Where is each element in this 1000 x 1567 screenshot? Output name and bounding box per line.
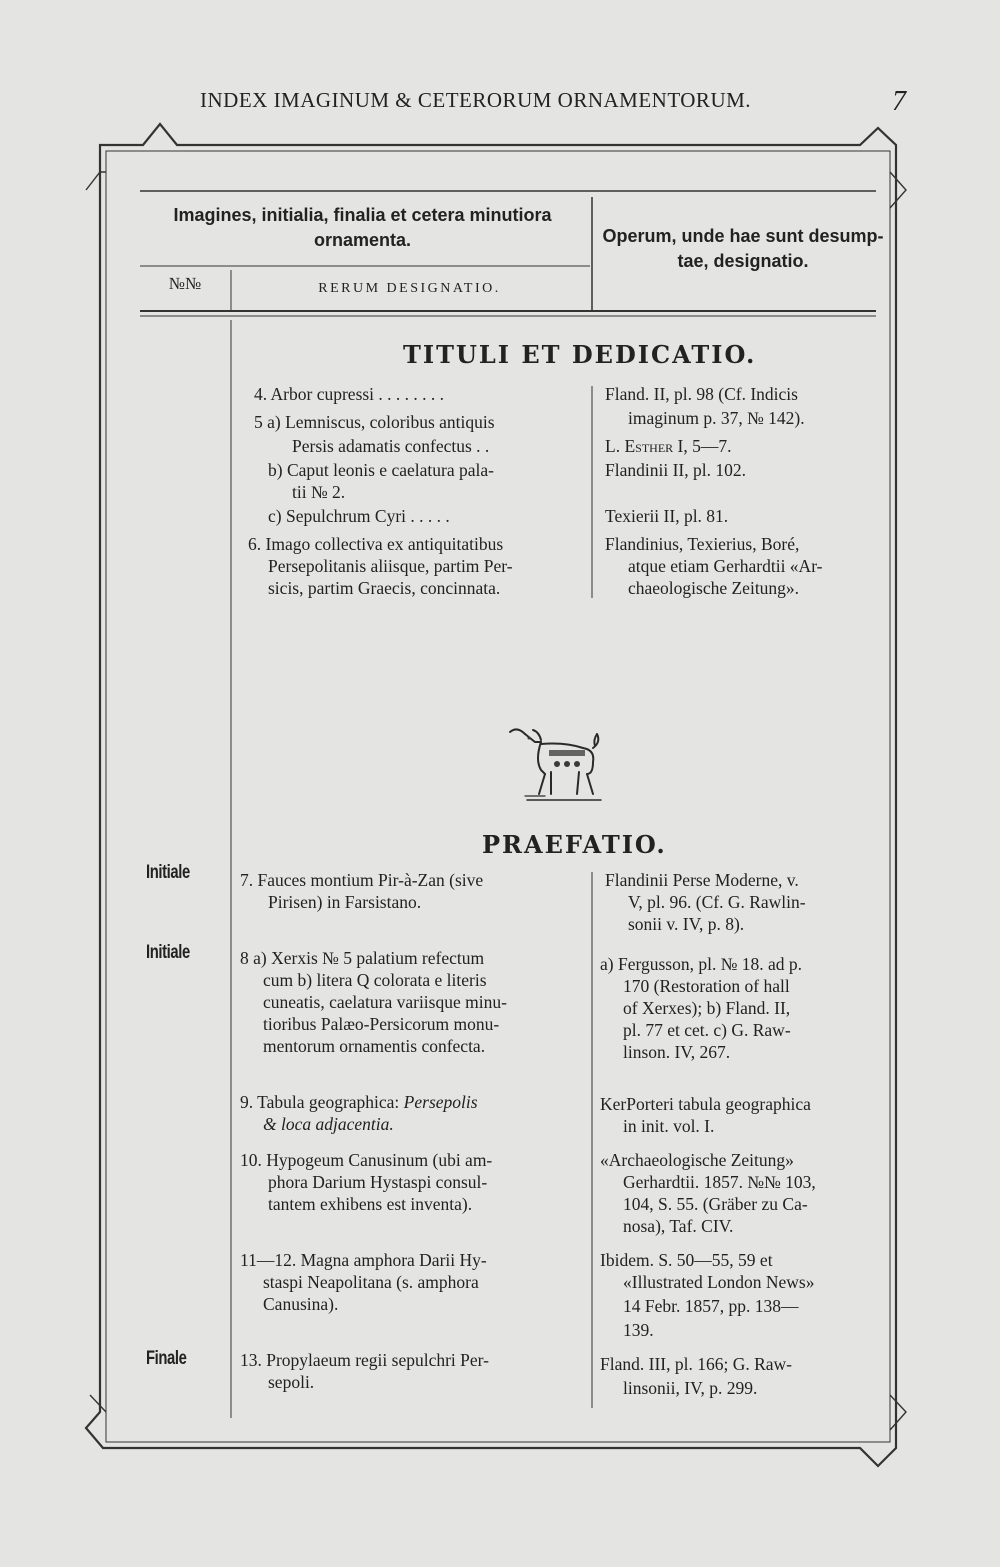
entry-5b-text-cont: tii № 2. xyxy=(292,482,346,502)
entry-9-italic: Persepolis xyxy=(403,1092,478,1112)
entry-8-text-cont4: mentorum ornamentis confecta. xyxy=(263,1036,486,1056)
source-9: KerPorteri tabula geographica xyxy=(600,1094,811,1114)
entry-11-text-cont2: Canusina). xyxy=(263,1294,339,1314)
source-5a-prefix: L. xyxy=(605,436,625,456)
source-7-cont2: sonii v. IV, p. 8). xyxy=(628,914,745,934)
source-10-cont3: nosa), Taf. CIV. xyxy=(623,1216,734,1236)
column-header-images-line1: Imagines, initialia, finalia et cetera minutiora xyxy=(173,205,552,225)
entry-13-text-cont: sepoli. xyxy=(268,1372,315,1392)
entry-11-text-cont1: staspi Neapolitana (s. amphora xyxy=(263,1272,479,1292)
source-11-cont3: 139. xyxy=(623,1320,654,1340)
entry-4-text: 4. Arbor cupressi . . . . . . . . xyxy=(254,384,445,404)
source-10-cont1: Gerhardtii. 1857. №№ 103, xyxy=(623,1172,816,1192)
source-6-cont2: chaeologische Zeitung». xyxy=(628,578,800,598)
entry-9-text-cont: & loca adjacentia. xyxy=(263,1114,394,1134)
entry-5b-text: b) Caput leonis e caelatura pala- xyxy=(268,460,494,480)
column-header-sources-line2: tae, designatio. xyxy=(677,251,809,271)
entry-8-text-cont2: cuneatis, caelatura variisque minu- xyxy=(263,992,507,1012)
source-11-cont1: «Illustrated London News» xyxy=(623,1272,815,1292)
source-5a-ref: I, 5—7. xyxy=(673,436,732,456)
source-5a-book: Esther xyxy=(624,436,674,456)
entry-10-text: 10. Hypogeum Canusinum (ubi am- xyxy=(240,1150,493,1170)
entry-10-text-cont2: tantem exhibens est inventa). xyxy=(268,1194,473,1214)
source-10: «Archaeologische Zeitung» xyxy=(600,1150,794,1170)
entry-6-text-cont1: Persepolitanis aliisque, partim Per- xyxy=(268,556,513,576)
entry-6-text-cont2: sicis, partim Graecis, concinnata. xyxy=(268,578,501,598)
column-header-numbers: №№ xyxy=(168,274,202,293)
source-5a xyxy=(605,436,731,458)
source-10-cont2: 104, S. 55. (Gräber zu Ca- xyxy=(623,1194,808,1214)
label-finale: Finale xyxy=(146,1348,187,1369)
entry-13-text: 13. Propylaeum regii sepulchri Per- xyxy=(240,1350,489,1370)
entry-5a-text-cont: Persis adamatis confectus . . xyxy=(292,436,490,456)
source-8: a) Fergusson, pl. № 18. ad p. xyxy=(600,954,803,974)
source-7-cont1: V, pl. 96. (Cf. G. Rawlin- xyxy=(628,892,806,912)
source-6: Flandinius, Texierius, Boré, xyxy=(605,534,800,554)
source-5b: Flandinii II, pl. 102. xyxy=(605,460,746,480)
entry-9-text xyxy=(240,1092,478,1114)
column-header-images xyxy=(140,203,585,253)
entry-6-text: 6. Imago collectiva ex antiquitatibus xyxy=(248,534,504,554)
source-9-cont: in init. vol. I. xyxy=(623,1116,715,1136)
entry-7-text-cont: Pirisen) in Farsistano. xyxy=(268,892,422,912)
entry-8-text-cont1: cum b) litera Q colorata e literis xyxy=(263,970,487,990)
label-initiale-1: Initiale xyxy=(146,862,190,883)
entry-11-text: 11—12. Magna amphora Darii Hy- xyxy=(240,1250,487,1270)
section-title-praefatio: PRAEFATIO. xyxy=(482,830,667,859)
entry-7-text: 7. Fauces montium Pir-à-Zan (sive xyxy=(240,870,484,890)
source-5c: Texierii II, pl. 81. xyxy=(605,506,729,526)
column-header-images-line2: ornamenta. xyxy=(313,230,412,250)
source-4-cont: imaginum p. 37, № 142). xyxy=(628,408,805,428)
column-header-rerum: RERUM DESIGNATIO. xyxy=(318,281,501,296)
source-8-cont1: 170 (Restoration of hall xyxy=(623,976,790,996)
section-title-tituli: TITULI ET DEDICATIO. xyxy=(403,340,757,369)
source-11-cont2: 14 Febr. 1857, pp. 138— xyxy=(623,1296,799,1316)
entry-10-text-cont1: phora Darium Hystaspi consul- xyxy=(268,1172,488,1192)
entry-8-text: 8 a) Xerxis № 5 palatium refectum xyxy=(240,948,485,968)
running-head: INDEX IMAGINUM & CETERORUM ORNAMENTORUM. xyxy=(200,88,752,112)
label-initiale-2: Initiale xyxy=(146,942,190,963)
page-number: 7 xyxy=(892,86,906,117)
source-4: Fland. II, pl. 98 (Cf. Indicis xyxy=(605,384,798,404)
entry-8-text-cont3: tioribus Palæo-Persicorum monu- xyxy=(263,1014,500,1034)
source-8-cont2: of Xerxes); b) Fland. II, xyxy=(623,998,791,1018)
source-13: Fland. III, pl. 166; G. Raw- xyxy=(600,1354,792,1374)
source-13-cont: linsonii, IV, p. 299. xyxy=(623,1378,758,1398)
source-8-cont4: linson. IV, 267. xyxy=(623,1042,731,1062)
entry-5c-text: c) Sepulchrum Cyri . . . . . xyxy=(268,506,450,526)
entry-9-label: 9. Tabula geographica: xyxy=(240,1092,404,1112)
source-6-cont1: atque etiam Gerhardtii «Ar- xyxy=(628,556,823,576)
column-header-sources-line1: Operum, unde hae sunt desump- xyxy=(602,226,884,246)
source-11: Ibidem. S. 50—55, 59 et xyxy=(600,1250,773,1270)
entry-5a-text: 5 a) Lemniscus, coloribus antiquis xyxy=(254,412,495,432)
source-7: Flandinii Perse Moderne, v. xyxy=(605,870,799,890)
column-header-sources xyxy=(598,224,888,274)
bull-icon xyxy=(505,722,605,804)
source-8-cont3: pl. 77 et cet. c) G. Raw- xyxy=(623,1020,791,1040)
